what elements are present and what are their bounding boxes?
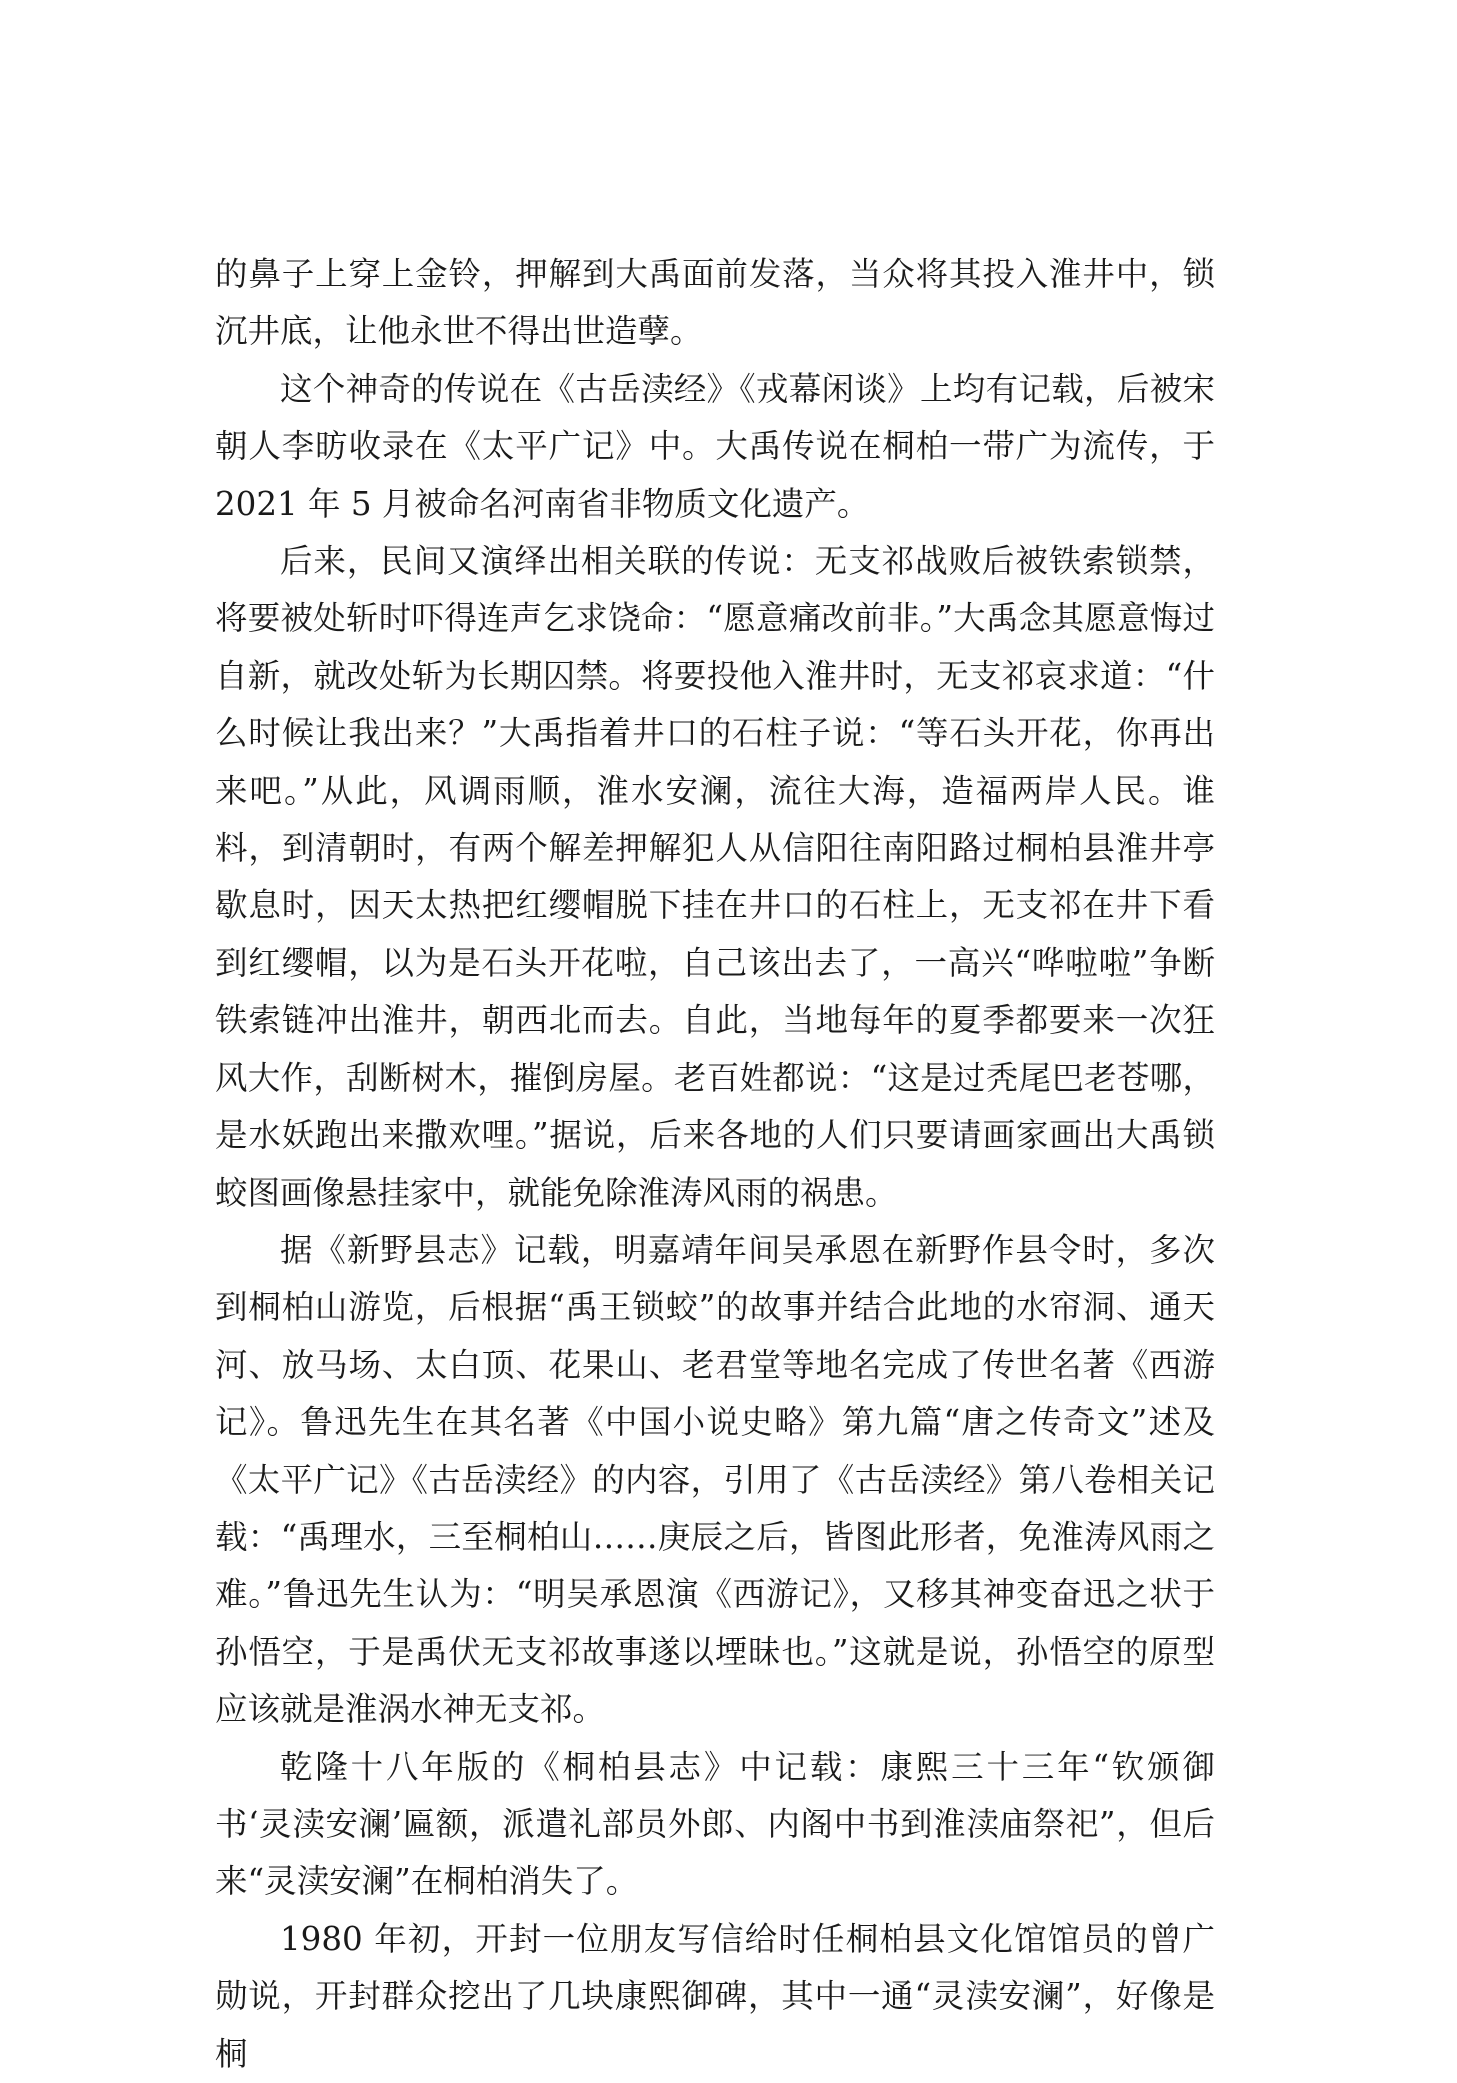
paragraph-4: 据《新野县志》记载，明嘉靖年间吴承恩在新野作县令时，多次到桐柏山游览，后根据“禹王锁蛟”的故事并结合此地的水帘洞、通天河、放马场、太白顶、花果山、老君堂等地名完成了传世名著《西游记》。鲁迅先生在其名著《中国小说史略》第九篇“唐之传奇文”述及《太平广记》《古岳渎经》的内容，引用了《古岳渎经》第八卷相关记载：“禹理水，三至桐柏山……庚辰之后，皆图此形者，免淮涛风雨之难。”鲁迅先生认为：“明吴承恩演《西游记》，又移其神变奋迅之状于孙悟空，于是禹伏无支祁故事遂以堙昧也。”这就是说，孙悟空的原型应该就是淮涡水神无支祁。 — [215, 1230, 1215, 1729]
paragraph-2: 这个神奇的传说在《古岳渎经》《戎幕闲谈》上均有记载，后被宋朝人李昉收录在《太平广记》中。大禹传说在桐柏一带广为流传，于 2021 年 5 月被命名河南省非物质文化遗产。 — [215, 369, 1215, 523]
paragraph-5: 乾隆十八年版的《桐柏县志》中记载：康熙三十三年“钦颁御书‘灵渎安澜’匾额，派遣礼部员外郎、内阁中书到淮渎庙祭祀”，但后来“灵渎安澜”在桐柏消失了。 — [215, 1747, 1215, 1901]
paragraph-1: 的鼻子上穿上金铃，押解到大禹面前发落，当众将其投入淮井中，锁沉井底，让他永世不得出世造孽。 — [215, 255, 1215, 351]
paragraph-3: 后来，民间又演绎出相关联的传说：无支祁战败后被铁索锁禁，将要被处斩时吓得连声乞求饶命：“愿意痛改前非。”大禹念其愿意悔过自新，就改处斩为长期囚禁。将要投他入淮井时，无支祁哀求道：“什么时候让我出来？”大禹指着井口的石柱子说：“等石头开花，你再出来吧。”从此，风调雨顺，淮水安澜，流往大海，造福两岸人民。谁料，到清朝时，有两个解差押解犯人从信阳往南阳路过桐柏县淮井亭歇息时，因天太热把红缨帽脱下挂在井口的石柱上，无支祁在井下看到红缨帽，以为是石头开花啦，自己该出去了，一高兴“哗啦啦”争断铁索链冲出淮井，朝西北而去。自此，当地每年的夏季都要来一次狂风大作，刮断树木，摧倒房屋。老百姓都说：“这是过秃尾巴老苍哪，是水妖跑出来撒欢哩。”据说，后来各地的人们只要请画家画出大禹锁蛟图画像悬挂家中，就能免除淮涛风雨的祸患。 — [215, 542, 1215, 1212]
paragraph-6: 1980 年初，开封一位朋友写信给时任桐柏县文化馆馆员的曾广勋说，开封群众挖出了几块康熙御碑，其中一通“灵渎安澜”，好像是桐 — [215, 1919, 1215, 2073]
document-body — [215, 246, 1215, 2083]
